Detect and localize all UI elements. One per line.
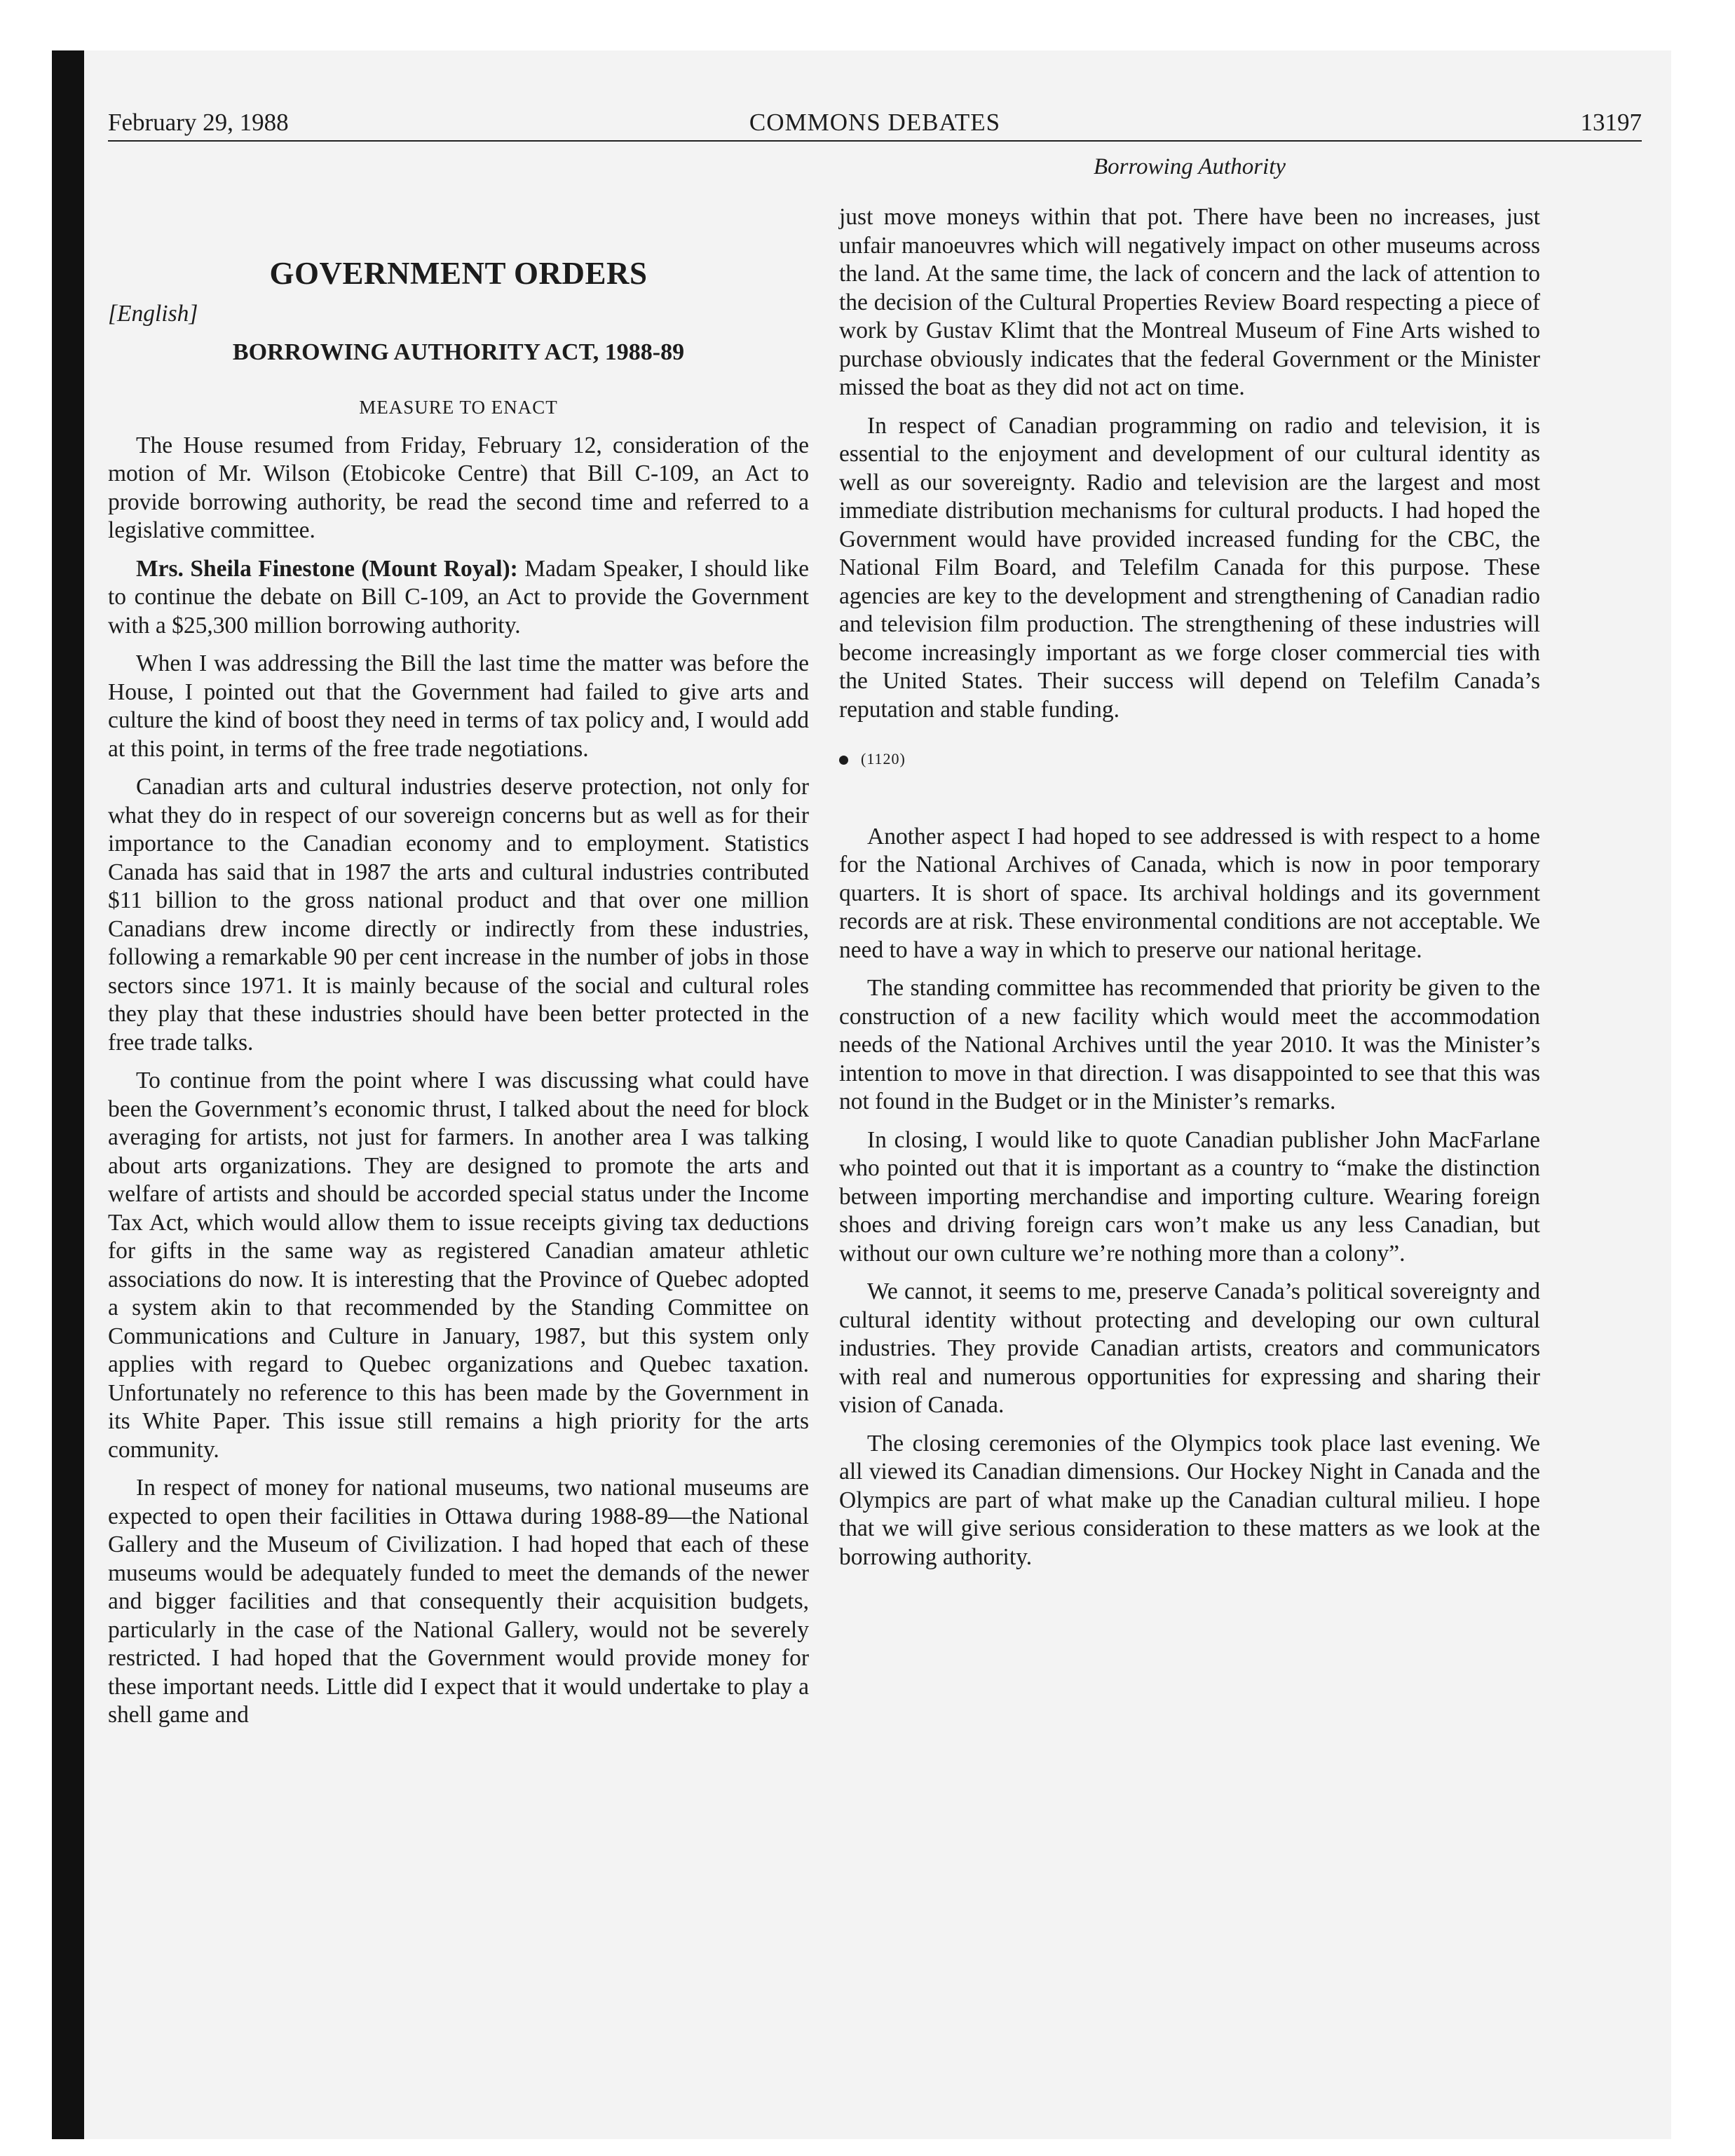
speech-opening: Madam Speaker, I should like to continue the debate on Bill C-109, an Act to provide the Government with a $25,300 million borrowing authority.: [108, 555, 809, 639]
act-title: BORROWING AUTHORITY ACT, 1988-89: [232, 339, 685, 365]
paragraph: The closing ceremonies of the Olympics took place last evening. We all viewed its Canadian dimensions. Our Hockey Night in Canada and the Olympics are part of what make up the Canadian cultural milieu. I hope that we will give serious consideration to these matters as we look at the borrowing authority.: [839, 1430, 1540, 1570]
intro-paragraph: The House resumed from Friday, February 12, consideration of the motion of Mr. Wilson (Etobicoke Centre) that Bill C-109, an Act to provide borrowing authority, be read the second time and referred to a legislative committee.: [108, 432, 809, 543]
speech-opening-paragraph: [108, 555, 809, 641]
time-marker: [839, 745, 1540, 774]
right-column: [839, 203, 1540, 1581]
measure-heading: MEASURE TO ENACT: [359, 397, 558, 418]
paragraph: We cannot, it seems to me, preserve Canada’s political sovereignty and cultural identity without protecting and developing our own cultural industries. They provide Canadian artists, creators and communicators with real and numerous opportunities for expressing and sharing their vision of Canada.: [839, 1278, 1540, 1418]
continued-paragraph: just move moneys within that pot. There have been no increases, just unfair manoeuvres which will negatively impact on other museums across the land. At the same time, the lack of concern and the lack of attention to the decision of the Cultural Properties Review Board respecting a piece of work by Gustav Klimt that the Montreal Museum of Fine Arts wished to purchase obviously indicates that the federal Government or the Minister missed the boat as they did not act on time.: [839, 204, 1540, 400]
section-title: GOVERNMENT ORDERS: [269, 256, 648, 291]
paragraph: To continue from the point where I was discussing what could have been the Government’s economic thrust, I talked about the need for block averaging for artists, not just for farmers. In another area I was talking about arts organizations. They are designed to promote the arts and welfare of artists and should be accorded special status under the Income Tax Act, which would allow them to issue receipts giving tax deductions for gifts in the same way as registered Canadian amateur athletic associations do now. It is interesting that the Province of Quebec adopted a system akin to that recommended by the Standing Committee on Communications and Culture in January, 1987, but this system only applies with regard to Quebec organizations and Quebec taxation. Unfortunately no reference to this has been made by the Government in its White Paper. This issue still remains a high priority for the arts community.: [108, 1067, 809, 1463]
time-marker-text: (1120): [861, 750, 906, 767]
paragraph: Another aspect I had hoped to see addressed is with respect to a home for the National Archives of Canada, which is now in poor temporary quarters. It is short of space. Its archival holdings and its government records are at risk. These environmental conditions are not acceptable. We need to have a way in which to preserve our national heritage.: [839, 823, 1540, 963]
language-tag: [English]: [108, 301, 198, 327]
speaker-name: Mrs. Sheila Finestone (Mount Royal):: [136, 555, 518, 582]
header-date: February 29, 1988: [108, 109, 289, 136]
header-page-number: 13197: [1580, 109, 1642, 136]
left-column: [108, 252, 809, 1740]
paragraph: The standing committee has recommended that priority be given to the construction of a new facility which would meet the accommodation needs of the National Archives until the year 2010. It was the Minister’s intention to move in that direction. I was disappointed to see that this was not found in the Budget or in the Minister’s remarks.: [839, 975, 1540, 1114]
running-header: [108, 105, 1642, 142]
paragraph: Canadian arts and cultural industries deserve protection, not only for what they do in respect of our sovereign concerns but as well as for their importance to the Canadian economy and to employment. Statistics Canada has said that in 1987 the arts and cultural industries contributed $11 billion to the gross national product and that over one million Canadians drew income directly or indirectly from these industries, following a remarkable 90 per cent increase in the number of jobs in those sectors since 1971. It is mainly because of the social and cultural roles they play that these industries should have been better protected in the free trade talks.: [108, 774, 809, 1056]
running-topic: Borrowing Authority: [1093, 154, 1286, 179]
paragraph: In closing, I would like to quote Canadian publisher John MacFarlane who pointed out that it is important as a country to “make the distinction between importing merchandise and importing culture. Wearing foreign shoes and driving foreign cars won’t make us any less Canadian, but without our own culture we’re nothing more than a colony”.: [839, 1126, 1540, 1267]
paragraph: In respect of money for national museums, two national museums are expected to open their facilities in Ottawa during 1988-89—the National Gallery and the Museum of Civilization. I had hoped that each of these museums would be adequately funded to meet the demands of the newer and bigger facilities and that consequently their acquisition budgets, particularly in the case of the National Gallery, would not be severely restricted. I had hoped that the Government would provide money for these important needs. Little did I expect that it would undertake to play a shell game and: [108, 1475, 809, 1728]
binding-shadow: [52, 50, 84, 2139]
paragraph: In respect of Canadian programming on radio and television, it is essential to the enjoyment and development of our cultural identity as well as our sovereignty. Radio and television are the largest and most immediate distribution mechanisms for cultural products. I had hoped the Government would have provided increased funding for the CBC, the National Film Board, and Telefilm Canada for this purpose. These agencies are key to the development and strengthening of Canadian radio and television film production. The strengthening of these industries will become increasingly important as we forge closer commercial ties with the United States. Their success will depend on Telefilm Canada’s reputation and stable funding.: [839, 412, 1540, 723]
bullet-icon: [839, 756, 848, 765]
paragraph: When I was addressing the Bill the last time the matter was before the House, I pointed out that the Government had failed to give arts and culture the kind of boost they need in terms of tax policy and, I would add at this point, in terms of the free trade negotiations.: [108, 650, 809, 762]
header-journal-title: COMMONS DEBATES: [749, 109, 1001, 136]
